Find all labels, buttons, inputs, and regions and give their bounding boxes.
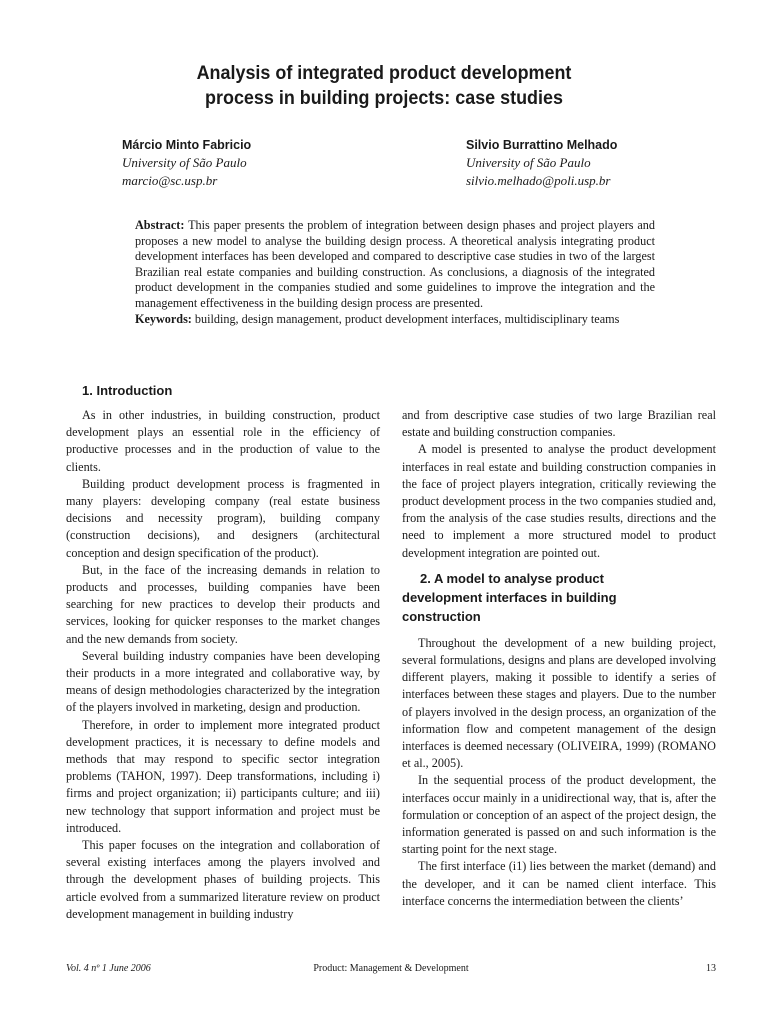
abstract-text: This paper presents the problem of integration between design phases and project players and proposes a new model to analyse the building design process. A theoretical analysis integrating product development interfaces has been developed and compared to descriptive case studies in two of the largest Brazilian real estate companies and building construction. As conclusions, a diagnosis of the integrated product development in the companies studied and some guidelines to improve the integration and the management effectiveness in the building design process are presented. xyxy=(135,218,655,310)
body-paragraph-continuation: and from descriptive case studies of two large Brazilian real estate and building construction companies. xyxy=(402,408,716,440)
body-paragraph: Therefore, in order to implement more integrated product development practices, it is necessary to define models and methods that may respond to specific sector integration problems (TAHON, 1997). Deep transformations, including i) firms and project organization; ii) participants culture; and iii) new technology that support information and project must be introduced. xyxy=(66,717,380,835)
author-email: marcio@sc.usp.br xyxy=(122,173,218,188)
body-paragraph: A model is presented to analyse the product development interfaces in real estate and building construction companies in the face of project players integration, critically reviewing the product development process in the two companies studied and, from the analysis of the case studies results, directions and the need to implement a more structured model to product development integration are pointed out. xyxy=(402,442,716,560)
body-paragraph: This paper focuses on the integration and collaboration of several existing interfaces among the players involved and through the development phases of building projects. This article evolved from a summarized literature review on product development management in building industry xyxy=(66,838,380,921)
author-name: Silvio Burrattino Melhado xyxy=(466,138,618,152)
author-email: silvio.melhado@poli.usp.br xyxy=(466,173,611,188)
body-paragraph: Throughout the development of a new building project, several formulations, designs and plans are developed involving different players, making it possible to identify a series of interfaces between these stages and players. Due to the number of players involved in the design process, an organization of the information flow and competent management of the design interfaces is deemed necessary (OLIVEIRA, 1999) (ROMANO et al., 2005). xyxy=(402,635,716,771)
footer-volume: Vol. 4 nº 1 June 2006 xyxy=(66,963,151,974)
body-paragraph: The first interface (i1) lies between the market (demand) and the developer, and it can be named client interface. This interface concerns the intermediation between the clients’ xyxy=(402,859,716,908)
keywords-text: building, design management, product development interfaces, multidisciplinary teams xyxy=(191,311,620,326)
heading-line: 2. A model to analyse product xyxy=(420,570,604,586)
abstract xyxy=(135,218,655,327)
title-line-1: Analysis of integrated product development xyxy=(196,62,572,84)
heading-line: construction xyxy=(402,608,481,624)
abstract-paragraph xyxy=(135,218,655,312)
page-number: 13 xyxy=(706,963,716,974)
title-line-2: process in building projects: case studies xyxy=(205,87,563,109)
heading-line: development interfaces in building xyxy=(402,589,617,605)
author-affiliation: University of São Paulo xyxy=(466,155,591,170)
body-paragraph: In the sequential process of the product development, the interfaces occur mainly in a unidirectional way, that is, after the formulation or conception of an aspect of the project design, the information generated is passed on and such information is the starting point for the next stage. xyxy=(402,773,716,857)
footer-journal: Product: Management & Development xyxy=(313,963,469,974)
author-name: Márcio Minto Fabricio xyxy=(122,138,252,152)
paper-title xyxy=(108,61,660,111)
author-block-2 xyxy=(466,136,617,190)
abstract-label: Abstract: xyxy=(135,218,185,232)
keywords-paragraph xyxy=(135,312,655,328)
keywords-label: Keywords: xyxy=(135,311,192,326)
section-heading-introduction: 1. Introduction xyxy=(82,383,173,398)
section-heading-model xyxy=(402,569,716,626)
body-paragraph: Several building industry companies have been developing their products in a more integrated and collaborative way, by means of design methodologies characterized by the integration of the players involved in marketing, design and production. xyxy=(66,648,380,715)
author-affiliation: University of São Paulo xyxy=(122,155,247,170)
body-paragraph: Building product development process is fragmented in many players: developing company (real estate business decisions and necessity program), building company (construction decisions), and designers (architectural conception and design specification of the product). xyxy=(66,476,380,560)
column-left xyxy=(66,407,380,923)
body-paragraph: As in other industries, in building construction, product development plays an essential role in the efficiency of productive processes and in the production of value to the clients. xyxy=(66,408,380,474)
body-paragraph: But, in the face of the increasing demands in relation to products and processes, building companies have been searching for new practices to develop their products and services, looking for quicker responses to the market changes and the new demands from society. xyxy=(66,562,380,646)
column-right xyxy=(402,407,716,910)
author-block-1 xyxy=(122,136,251,190)
